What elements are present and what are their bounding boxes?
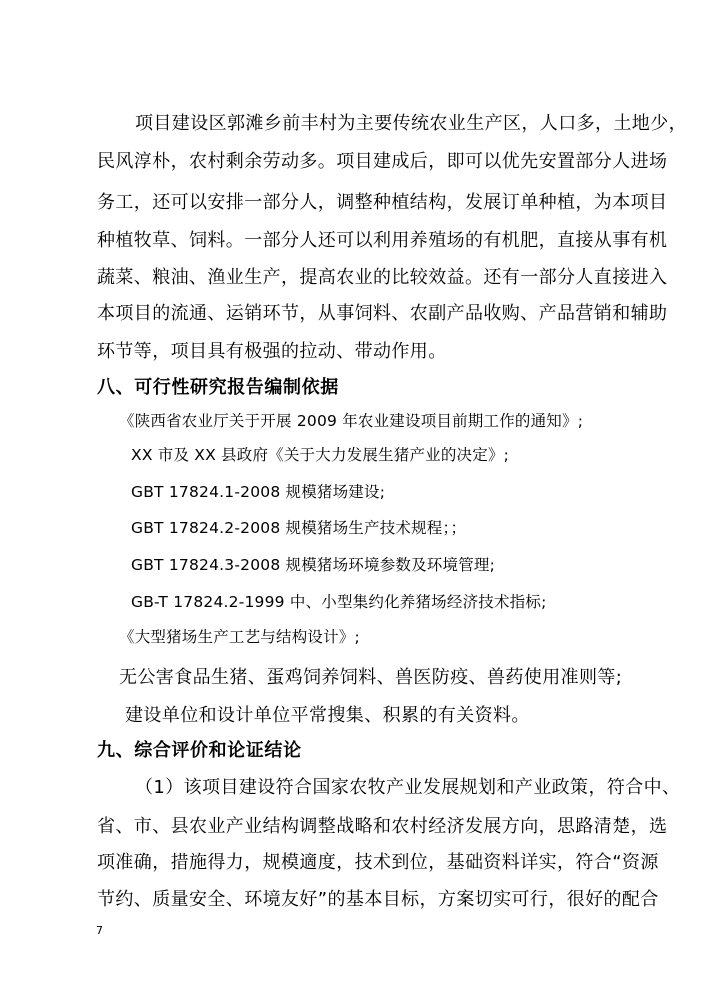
- paragraph-line: 项准确，措施得力，规模適度，技术到位，基础资料详实，符合“资源: [97, 852, 659, 873]
- reference-item: 《大型猪场生产工艺与结构设计》;: [119, 628, 360, 646]
- paragraph-line: 蔬菜、粮油、渔业生产，提高农业的比较效益。还有一部分人直接进入: [97, 267, 668, 288]
- section-heading: 八、可行性研究报告编制依据: [97, 377, 339, 398]
- reference-item: GBT 17824.2-2008 规模猪场生产技术规程；；: [131, 519, 467, 537]
- page-number: 7: [96, 924, 103, 937]
- reference-item: 《陕西省农业厅关于开展 2009 年农业建设项目前期工作的通知》;: [119, 412, 584, 430]
- reference-item: 建设单位和设计单位平常搜集、积累的有关资料。: [125, 705, 530, 726]
- paragraph-line: 本项目的流通、运销环节，从事饲料、农副产品收购、产品营销和辅助: [97, 303, 668, 324]
- paragraph-line: 环节等，项目具有极强的拉动、带动作用。: [97, 341, 447, 362]
- paragraph-line: 种植牧草、饲料。一部分人还可以利用养殖场的有机肥，直接从事有机: [97, 230, 668, 251]
- paragraph-line: 省、市、县农业产业结构调整战略和农村经济发展方向，思路清楚，选: [97, 816, 668, 837]
- reference-item: GBT 17824.1-2008 规模猪场建设;: [131, 483, 386, 501]
- paragraph-line: 民风淳朴，农村剩余劳动多。项目建成后，即可以优先安置部分人进场: [97, 151, 668, 172]
- section-heading: 九、综合评价和论证结论: [97, 740, 302, 761]
- reference-item: 无公害食品生猪、蛋鸡饲养饲料、兽医防疫、兽药使用准则等;: [119, 667, 623, 688]
- paragraph-line: 项目建设区郭滩乡前丰村为主要传统农业生产区，人口多，土地少，: [135, 113, 687, 134]
- reference-item: GB-T 17824.2-1999 中、小型集约化养猪场经济技术指标;: [131, 593, 547, 611]
- paragraph-line: 节约、质量安全、环境友好”的基本目标，方案切实可行，很好的配合: [97, 889, 659, 910]
- reference-item: XX 市及 XX 县政府《关于大力发展生猪产业的决定》;: [131, 446, 510, 464]
- paragraph-line: （1）该项目建设符合国家农牧产业发展规划和产业政策，符合中、: [135, 777, 681, 798]
- paragraph-line: 务工，还可以安排一部分人，调整种植结构，发展订单种植，为本项目: [97, 192, 668, 213]
- reference-item: GBT 17824.3-2008 规模猪场环境参数及环境管理;: [131, 556, 496, 574]
